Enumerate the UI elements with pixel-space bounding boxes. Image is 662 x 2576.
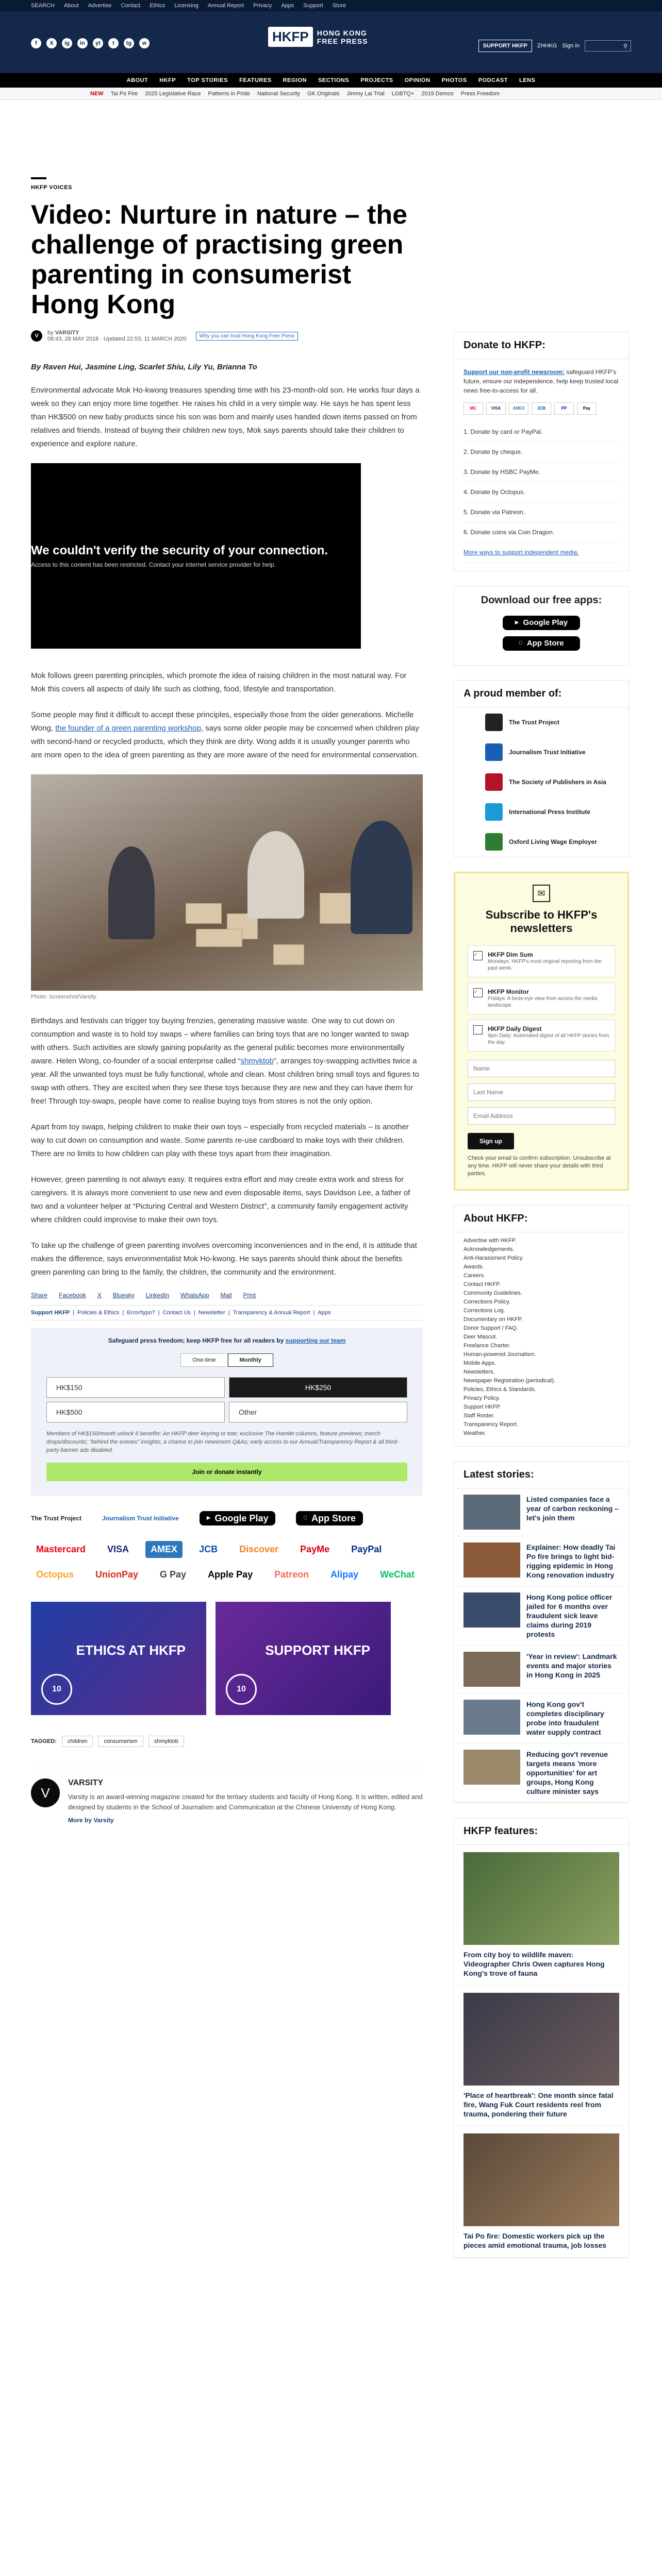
share-linkedin[interactable]: LinkedIn — [145, 1292, 170, 1299]
about-link[interactable]: Corrections Log. — [464, 1308, 505, 1314]
paragraph: Mok follows green parenting principles, which promote the idea of raising children in the most natural way. For Mok this covers all aspects of daily life such as clothing, food, lifestyle and transportation. — [31, 671, 407, 693]
share-x[interactable]: X — [97, 1292, 102, 1299]
member-name: Journalism Trust Initiative — [509, 749, 586, 756]
member-logo[interactable] — [454, 707, 628, 737]
topbar-contact[interactable]: Contact — [121, 3, 141, 9]
whatsapp-icon[interactable]: w — [139, 38, 150, 48]
story-thumbnail — [464, 1543, 520, 1578]
story-thumbnail — [464, 1592, 520, 1628]
donate-card-body — [454, 359, 628, 571]
byline-dates: 08:43, 28 MAY 2018 · Updated 22:53, 11 MARCH 2020 — [47, 336, 187, 342]
topic-ticker — [0, 88, 662, 100]
instagram-icon[interactable]: ig — [62, 38, 72, 48]
share-print[interactable]: Print — [243, 1292, 256, 1299]
paragraph-text: Some people may find it difficult to accept these principles, especially those from the older generations. Michelle Wong, — [31, 710, 414, 733]
section-label[interactable]: HKFP VOICES — [31, 184, 72, 191]
newsletter-option[interactable] — [468, 982, 615, 1014]
about-card-title: About HKFP: — [454, 1206, 628, 1232]
nav-photos[interactable]: PHOTOS — [441, 77, 467, 83]
google-play-badge[interactable] — [503, 616, 580, 630]
member-name: The Society of Publishers in Asia — [509, 778, 606, 786]
footer-link[interactable]: Apps — [318, 1310, 331, 1316]
apps-card — [454, 586, 629, 666]
about-link[interactable]: Deer Mascot. — [464, 1334, 498, 1340]
photo-caption: Photo: Screenshot/Varsity. — [31, 994, 97, 1000]
tags-label: TAGGED: — [31, 1738, 57, 1744]
trust-project-logo[interactable]: The Trust Project — [31, 1515, 82, 1522]
linkedin-icon[interactable]: in — [77, 38, 88, 48]
topbar-search[interactable]: SEARCH — [31, 3, 55, 9]
newsletter-desc: Mondays: HKFP's most original reporting from the past week. — [488, 959, 602, 971]
sign-up-button[interactable]: Sign up — [468, 1133, 514, 1149]
logo-line-1: HONG KONG — [317, 28, 367, 37]
sopa-icon — [485, 773, 503, 791]
about-links — [454, 1232, 628, 1446]
apple-icon — [519, 640, 523, 647]
member-name: Oxford Living Wage Employer — [509, 838, 597, 845]
topbar-privacy[interactable]: Privacy — [253, 3, 272, 9]
author-bio — [31, 1768, 423, 1824]
jcb-icon: JCB — [199, 1544, 218, 1554]
about-link[interactable]: Staff Roster. — [464, 1413, 495, 1419]
donate-option[interactable]: 1. Donate by card or PayPal. — [464, 422, 619, 442]
donate-banner — [31, 1328, 423, 1496]
badge-label: App Store — [525, 639, 562, 648]
story-thumbnail — [464, 1700, 520, 1735]
tag[interactable]: shmyktob — [148, 1736, 184, 1747]
paypal-icon: PP — [554, 402, 574, 415]
email-field[interactable] — [468, 1107, 615, 1125]
newsletter-checkbox[interactable] — [473, 1025, 483, 1035]
story-item[interactable] — [454, 1536, 628, 1586]
ticker-item[interactable]: 2019 Demos — [421, 90, 454, 97]
newsletter-option[interactable] — [468, 945, 615, 977]
donate-option[interactable]: 6. Donate coins via Coin Dragon. — [464, 522, 619, 543]
paragraph: Environmental advocate Mok Ho-kwong treasures spending time with his 23-month-old son. He works four days a week so they can enjoy more time together. He raises his child in a very simple way. He says he has spent less than HK$500 on new baby products since his son was born and mainly uses handed down items passed on from relatives and friends. Instead of buying their children new toys, Mok says parents should take their children to experience and explore nature. — [31, 386, 420, 448]
topbar-ethics[interactable]: Ethics — [150, 3, 166, 9]
app-store-badge[interactable] — [296, 1511, 363, 1526]
about-link[interactable]: Newspaper Registration (periodical). — [464, 1378, 555, 1384]
ipi-icon — [485, 803, 503, 821]
alipay-icon: Alipay — [330, 1569, 359, 1580]
nav-projects[interactable]: PROJECTS — [360, 77, 393, 83]
search-input[interactable] — [585, 40, 631, 52]
telegram-icon[interactable]: tg — [124, 38, 134, 48]
author-avatar: V — [31, 330, 42, 342]
member-logo[interactable] — [454, 797, 628, 827]
story-item[interactable] — [454, 1488, 628, 1536]
promo-banners — [31, 1602, 423, 1715]
video-error-title: We couldn't verify the security of your connection. — [31, 544, 328, 557]
topbar-licensing[interactable]: Licensing — [174, 3, 198, 9]
logo-text — [317, 29, 368, 45]
logo-mark: HKFP — [268, 27, 313, 47]
nav-lens[interactable]: LENS — [519, 77, 536, 83]
ethics-banner[interactable] — [31, 1602, 206, 1715]
member-perks: Members of HK$150/month unlock 6 benefits: An HKFP deer keyring or tote; exclusive The Hamlet columns, feature previews; merch drops/discounts; "behind the scenes" insights; a chance to join newsroom Q&As; early access to our Annual/Transparency Report & all third-party banner ads disabled. — [46, 1431, 399, 1453]
donate-option[interactable]: 2. Donate by cheque. — [464, 442, 619, 462]
nav-sections[interactable]: SECTIONS — [318, 77, 350, 83]
member-logo[interactable] — [454, 827, 628, 857]
threads-icon[interactable]: t — [108, 38, 119, 48]
ticker-item[interactable]: GK Originals — [307, 90, 340, 97]
wechat-icon: WeChat — [380, 1569, 415, 1580]
feature-item[interactable] — [454, 1845, 628, 1986]
topbar-apps[interactable]: Apps — [281, 3, 294, 9]
badge-label: Google Play — [214, 1513, 269, 1523]
unionpay-icon: UnionPay — [95, 1569, 139, 1580]
sign-in-link[interactable]: Sign in — [562, 43, 580, 49]
story-title[interactable]: Reducing gov't revenue targets means 'more opportunities' for art groups, Hong Kong culture minister says — [526, 1750, 608, 1795]
video-error-subtitle: Access to this content has been restricted. Contact your internet service provider for help. — [31, 561, 276, 568]
story-item[interactable] — [454, 1586, 628, 1646]
paragraph-text: , says some older people may be concerned when children play with second-hand or recycled products, which they think are dirty. Wong adds it is usually younger parents who are more open to the idea of green parenting as they are more aware of the need for environmental conservation. — [31, 724, 419, 759]
amount-option-other[interactable]: Other — [229, 1402, 407, 1422]
newsletter-title: Subscribe to HKFP's newsletters — [485, 908, 598, 935]
nav-features[interactable]: FEATURES — [239, 77, 272, 83]
nav-region[interactable]: REGION — [283, 77, 307, 83]
paragraph-text: ”, arranges toy-swapping activities twice a year. All the unwanted toys must be fully functional, whole and clean. Most children bring small toys and figures to swap with others. They are excited when they see these toys because they are new and they can have them for free! Through toy-swaps, people have come to realise buying toys from stores is not the only option. — [31, 1057, 419, 1106]
gpay-icon: G Pay — [160, 1569, 187, 1580]
newsletter-option[interactable] — [468, 1020, 615, 1052]
feature-title[interactable]: Tai Po fire: Domestic workers pick up the pieces amid emotional trauma, job losses — [464, 2232, 606, 2249]
donate-card — [454, 332, 629, 571]
site-header — [0, 11, 662, 73]
newsletter-desc: Fridays: A birds-eye view from across the media landscape. — [488, 996, 598, 1008]
donate-option[interactable]: 4. Donate by Octopus. — [464, 482, 619, 502]
jcb-icon: JCB — [532, 402, 551, 415]
tag[interactable]: consumerism — [98, 1736, 143, 1747]
mail-icon: ✉ — [533, 885, 550, 902]
member-name: The Trust Project — [509, 719, 560, 726]
hkfp-10-icon: 10 — [41, 1674, 72, 1705]
about-link[interactable]: Mobile Apps. — [464, 1360, 496, 1366]
story-title[interactable]: Hong Kong gov't completes disciplinary probe into fraudulent water supply contract — [526, 1700, 604, 1736]
badge-label: App Store — [307, 1513, 352, 1523]
newsletter-desc: 9pm Daily: Automated digest of all HKFP stories from the day. — [488, 1033, 609, 1045]
language-switch[interactable]: ZHHKG — [537, 43, 557, 49]
about-link[interactable]: Community Guidelines. — [464, 1290, 522, 1296]
ticker-item[interactable]: Press Freedom — [460, 90, 500, 97]
story-title[interactable]: Hong Kong police officer jailed for 6 months over fraudulent sick leave claims during 2019 protests — [526, 1593, 613, 1638]
about-link[interactable]: Privacy Policy. — [464, 1395, 500, 1401]
share-bluesky[interactable]: Bluesky — [112, 1292, 135, 1299]
footer-link[interactable]: Policies & Ethics — [77, 1310, 120, 1316]
support-banner[interactable] — [216, 1602, 391, 1715]
paragraph — [31, 708, 423, 762]
newsletter-name: HKFP Daily Digest — [488, 1025, 542, 1032]
byline-text — [47, 330, 187, 342]
visa-icon: VISA — [486, 402, 506, 415]
payment-methods — [31, 1541, 423, 1583]
feature-thumbnail — [464, 1993, 619, 2086]
support-banner-text: SUPPORT HKFP — [265, 1642, 370, 1658]
discover-icon: Discover — [239, 1544, 279, 1554]
paragraph: However, green parenting is not always easy. It requires extra effort and may create extra work and stress for caregivers. It is always more convenient to use new and even disposable items, says Davidson Lee, a father of two and a volunteer helper at “Picturing Central and Western District”, a community family engagement activity where children could improvise to make their own toys. — [31, 1175, 410, 1224]
apple-icon — [303, 1515, 307, 1521]
paragraph — [31, 1014, 423, 1108]
tag-list — [31, 1736, 423, 1747]
last-name-field[interactable] — [468, 1083, 615, 1101]
trust-link[interactable]: Why you can trust Hong Kong Free Press — [196, 332, 299, 341]
sidebar — [454, 177, 629, 2273]
feature-item[interactable] — [454, 1986, 628, 2126]
applepay-icon: Pay — [577, 402, 597, 415]
google-play-badge[interactable] — [200, 1511, 276, 1526]
newsletter-card — [454, 872, 629, 1191]
play-icon: ▶ — [206, 1515, 211, 1521]
donate-option[interactable]: 5. Donate via Patreon. — [464, 502, 619, 522]
amount-option[interactable]: HK$500 — [46, 1402, 225, 1422]
about-link[interactable]: Freelance Charter. — [464, 1343, 511, 1349]
topbar-annual-report[interactable]: Annual Report — [207, 3, 244, 9]
article-photo — [31, 774, 423, 991]
footer-link[interactable]: Contact Us — [162, 1310, 191, 1316]
ticker-new-label: NEW — [90, 90, 104, 97]
monthly-tab[interactable]: Monthly — [228, 1353, 273, 1367]
footer-link[interactable]: Error/typo? — [127, 1310, 155, 1316]
features-title: HKFP features: — [454, 1818, 628, 1845]
octopus-icon: Octopus — [36, 1569, 74, 1580]
about-link[interactable]: Contact HKFP. — [464, 1281, 501, 1287]
payme-icon: PayMe — [300, 1544, 330, 1554]
member-name: International Press Institute — [509, 808, 591, 816]
section-divider — [31, 177, 46, 179]
about-link[interactable]: Support HKFP. — [464, 1404, 501, 1410]
article-footer-links: Support HKFP | Policies & Ethics | Error/typo? | Contact Us | Newsletter | Transparency & Annual Report | Apps — [31, 1305, 423, 1320]
about-link[interactable]: Acknowledgements. — [464, 1246, 515, 1252]
workshop-link[interactable]: the founder of a green parenting workshop — [55, 724, 201, 733]
topbar-about[interactable]: About — [63, 3, 79, 9]
x-icon[interactable]: X — [46, 38, 57, 48]
mastercard-icon: MC — [464, 402, 483, 415]
video-embed-error — [31, 463, 361, 649]
social-links — [31, 38, 150, 48]
footer-link[interactable]: Newsletter — [198, 1310, 225, 1316]
feature-title[interactable]: From city boy to wildlife maven: Videographer Chris Owen captures Hong Kong's trove of fauna — [464, 1951, 605, 1977]
donate-card-title: Donate to HKFP: — [454, 332, 628, 359]
feature-thumbnail — [464, 2133, 619, 2226]
about-link[interactable]: Weather. — [464, 1430, 486, 1436]
ticker-item[interactable]: National Security — [257, 90, 300, 97]
member-card — [454, 680, 629, 857]
latest-stories-card — [454, 1461, 629, 1803]
newsletter-checkbox[interactable]: ✓ — [473, 951, 483, 960]
paragraph-text: Birthdays and festivals can trigger toy buying frenzies, generating massive waste. One way to cut down on consumption and waste is to hold toy swaps – where families can bring toys that are no longer wanted to swap with others. Such activities are slowly gaining popularity as the general public becomes more environmentally aware. Helen Wong, co-founder of a social enterprise called “ — [31, 1016, 409, 1065]
partner-logos — [31, 1511, 423, 1526]
app-store-badge[interactable] — [503, 636, 580, 651]
about-card — [454, 1205, 629, 1447]
more-by-author-link[interactable]: More by Varsity — [68, 1817, 114, 1824]
feature-thumbnail — [464, 1852, 619, 1945]
support-team-link[interactable]: supporting our team — [285, 1337, 346, 1344]
amex-icon: AMEX — [145, 1541, 183, 1558]
story-item[interactable] — [454, 1646, 628, 1693]
one-time-tab[interactable]: One-time — [180, 1353, 227, 1367]
facebook-icon[interactable]: f — [31, 38, 41, 48]
member-logo[interactable] — [454, 767, 628, 797]
donate-lead-text: safeguard HKFP's future, ensure our independence, help keep trusted local news free-to-access for all. — [464, 368, 619, 394]
about-link[interactable]: Newsletters. — [464, 1369, 495, 1375]
ticker-item[interactable]: Tai Po Fire — [110, 90, 138, 97]
story-item[interactable] — [454, 1693, 628, 1743]
play-icon: ▶ — [515, 620, 519, 625]
amount-option[interactable]: HK$150 — [46, 1377, 225, 1398]
share-mail[interactable]: Mail — [220, 1292, 232, 1299]
about-link[interactable]: Anti-Harassment Policy. — [464, 1255, 524, 1261]
byline — [31, 330, 423, 342]
ticker-item[interactable]: LGBTQ+ — [391, 90, 415, 97]
member-card-title: A proud member of: — [454, 681, 628, 707]
site-logo[interactable] — [268, 27, 368, 47]
share-label: Share — [31, 1292, 48, 1299]
more-ways-link[interactable]: More ways to support independent media. — [464, 549, 579, 556]
authors-line: By Raven Hui, Jasmine Ling, Scarlet Shiu, Lily Yu, Brianna To — [31, 363, 257, 371]
about-link[interactable]: Advertise with HKFP. — [464, 1238, 517, 1244]
patreon-icon: Patreon — [274, 1569, 309, 1580]
support-hkfp-button[interactable]: SUPPORT HKFP — [478, 40, 532, 52]
author-avatar-large[interactable]: V — [31, 1778, 60, 1807]
trust-project-icon — [485, 714, 503, 731]
share-whatsapp[interactable]: WhatsApp — [180, 1292, 209, 1299]
article-title: Video: Nurture in nature – the challenge of practising green parenting in consumerist Hong Kong — [31, 200, 408, 319]
feature-item[interactable] — [454, 2126, 628, 2258]
about-link[interactable]: Policies, Ethics & Standards. — [464, 1386, 536, 1393]
amount-option-selected[interactable]: HK$250 — [229, 1377, 407, 1398]
shmyktob-link[interactable]: shmyktob — [240, 1057, 274, 1065]
story-thumbnail — [464, 1495, 520, 1530]
top-utility-bar — [0, 0, 662, 11]
about-link[interactable]: Careers. — [464, 1273, 486, 1279]
visa-icon: VISA — [107, 1544, 129, 1554]
ticker-item[interactable]: 2025 Legislative Race — [145, 90, 201, 97]
ethics-banner-text: ETHICS AT HKFP — [76, 1642, 186, 1658]
paypal-icon: PayPal — [351, 1544, 382, 1554]
nav-top-stories[interactable]: TOP STORIES — [187, 77, 228, 83]
feature-title[interactable]: 'Place of heartbreak': One month since fatal fire, Wang Fuk Court residents reel from trauma, pondering their future — [464, 2091, 614, 2118]
donate-banner-text: Safeguard press freedom; keep HKFP free for all readers by — [108, 1337, 286, 1344]
story-thumbnail — [464, 1652, 520, 1687]
nav-hkfp[interactable]: HKFP — [159, 77, 176, 83]
join-donate-button[interactable]: Join or donate instantly — [46, 1463, 407, 1481]
newsletter-name: HKFP Monitor — [488, 988, 529, 995]
story-title[interactable]: Explainer: How deadly Tai Po fire brings to light bid-rigging epidemic in Hong Kong renovation industry — [526, 1543, 616, 1579]
newsletter-checkbox[interactable]: ✓ — [473, 988, 483, 997]
card-icons — [464, 402, 619, 415]
author-description: Varsity is an award-winning magazine created for the tertiary students and faculty of Hong Kong. It is written, edited and designed by students in the School of Journalism and Communication at the Chinese University of Hong Kong. — [68, 1793, 423, 1811]
donate-lead-link[interactable]: Support our non-profit newsroom: — [464, 368, 565, 376]
mastercard-icon: Mastercard — [36, 1544, 86, 1554]
share-bar — [31, 1292, 423, 1299]
topbar-advertise[interactable]: Advertise — [88, 3, 112, 9]
member-logo[interactable] — [454, 737, 628, 767]
features-card — [454, 1818, 629, 2258]
jti-logo[interactable]: Journalism Trust Initiative — [102, 1515, 179, 1522]
hkfp-10-icon: 10 — [226, 1674, 257, 1705]
about-link[interactable]: Donor Support / FAQ. — [464, 1325, 518, 1331]
donate-banner-heading — [46, 1337, 407, 1344]
byline-prefix: by — [47, 330, 54, 336]
living-wage-icon — [485, 833, 503, 851]
footer-link[interactable]: Transparency & Annual Report — [233, 1310, 310, 1316]
footer-link[interactable]: Support HKFP — [31, 1310, 70, 1316]
logo-line-2: FREE PRESS — [317, 37, 368, 45]
youtube-icon[interactable]: yt — [93, 38, 103, 48]
author-name[interactable]: VARSITY — [68, 1778, 104, 1787]
topbar-store[interactable]: Store — [332, 3, 346, 9]
frequency-toggle — [46, 1353, 407, 1367]
tag[interactable]: children — [62, 1736, 93, 1747]
apps-card-title: Download our free apps: — [481, 595, 602, 606]
story-title[interactable]: 'Year in review': Landmark events and major stories in Hong Kong in 2025 — [526, 1652, 617, 1679]
badge-label: Google Play — [523, 618, 568, 627]
main-nav — [0, 73, 662, 88]
nav-podcast[interactable]: PODCAST — [478, 77, 508, 83]
about-link[interactable]: Human-powered Journalism. — [464, 1351, 536, 1358]
topbar-support[interactable]: Support — [303, 3, 323, 9]
about-link[interactable]: Documentary on HKFP. — [464, 1316, 523, 1323]
nav-opinion[interactable]: OPINION — [404, 77, 431, 83]
story-thumbnail — [464, 1750, 520, 1785]
article-main — [31, 177, 423, 1824]
jti-icon — [485, 743, 503, 761]
ticker-item[interactable]: Patterns in Pride — [208, 90, 250, 97]
about-link[interactable]: Transparency Report. — [464, 1421, 518, 1428]
newsletter-note: Check your email to confirm subscription. Unsubscribe at any time. HKFP will never share your details with third parties. — [468, 1155, 611, 1177]
search-icon: ⚲ — [623, 43, 627, 49]
newsletter-name: HKFP Dim Sum — [488, 951, 533, 958]
donate-option[interactable]: 3. Donate by HSBC PayMe. — [464, 462, 619, 482]
story-item[interactable] — [454, 1743, 628, 1803]
about-link[interactable]: Corrections Policy. — [464, 1299, 510, 1305]
byline-author[interactable]: VARSITY — [55, 330, 79, 336]
header-actions — [478, 40, 631, 52]
paragraph: Apart from toy swaps, helping children to make their own toys – especially from recycled materials – is another way to cut down on consumption and waste. Some parents re-use cardboard to make toys with their children. There are no limits to how children can play with these toys apart from their imagination. — [31, 1123, 409, 1158]
applepay-icon: Apple Pay — [208, 1569, 253, 1580]
ticker-item[interactable]: Jimmy Lai Trial — [346, 90, 385, 97]
about-link[interactable]: Awards. — [464, 1264, 484, 1270]
latest-stories-title: Latest stories: — [454, 1462, 628, 1488]
amount-grid — [46, 1377, 407, 1422]
ad-slot — [0, 100, 662, 177]
amex-icon: AMEX — [509, 402, 528, 415]
paragraph: To take up the challenge of green parenting involves overcoming inconveniences and in the end, it is attitude that makes the difference, says environmentalist Mok Ho-kwong. He says parents should think about the benefits green parenting can bring to the family, the children, the community and the environment. — [31, 1241, 417, 1277]
nav-about[interactable]: ABOUT — [126, 77, 148, 83]
name-field[interactable] — [468, 1060, 615, 1077]
story-title[interactable]: Listed companies face a year of carbon reckoning – let's join them — [526, 1495, 619, 1522]
share-facebook[interactable]: Facebook — [59, 1292, 86, 1299]
